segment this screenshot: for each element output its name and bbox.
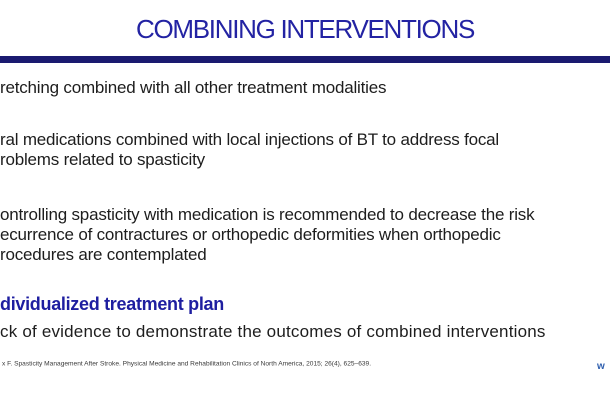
bullet-2-line-2: roblems related to spasticity [0, 150, 205, 169]
individualized-plan-heading: dividualized treatment plan [0, 294, 224, 314]
bullet-2-line-1: ral medications combined with local injections of BT to address focal [0, 130, 499, 149]
bullet-3-line-1: ontrolling spasticity with medication is recommended to decrease the risk [0, 205, 535, 224]
watermark-fragment: w [597, 361, 605, 372]
slide-title: COMBINING INTERVENTIONS [136, 14, 474, 44]
bullet-3-line-2: ecurrence of contractures or orthopedic deformities when orthopedic [0, 225, 501, 244]
bullet-3-line-3: rocedures are contemplated [0, 245, 207, 264]
reference-citation: x F. Spasticity Management After Stroke. Physical Medicine and Rehabilitation Clinics of North America, 2015; 26(4), 625–639. [2, 360, 372, 368]
closing-statement-line: ck of evidence to demonstrate the outcomes of combined interventions [0, 322, 546, 341]
title-divider-bar [0, 56, 610, 63]
bullet-1-line-1: retching combined with all other treatment modalities [0, 78, 387, 97]
